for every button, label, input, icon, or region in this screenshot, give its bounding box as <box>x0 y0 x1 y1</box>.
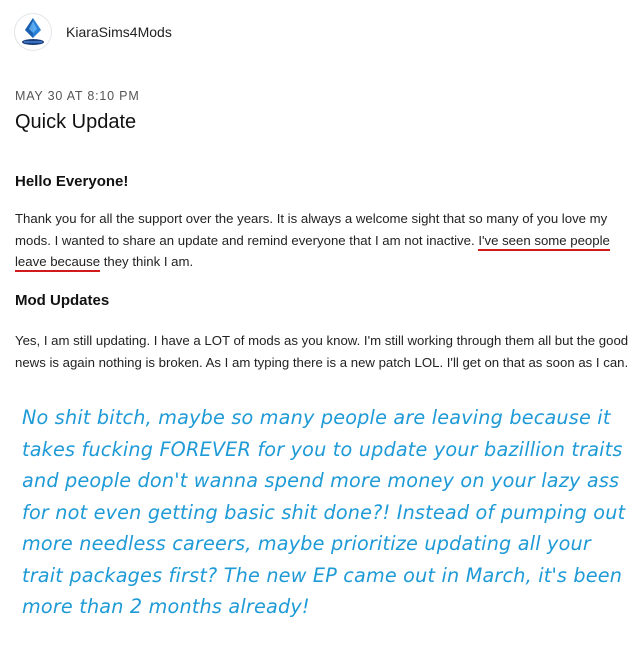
post-date: MAY 30 AT 8:10 PM <box>15 89 140 103</box>
creator-avatar[interactable] <box>14 13 52 51</box>
creator-header <box>14 12 172 52</box>
underlined-phrase: I've seen some people leave because <box>15 233 610 273</box>
paragraph-intro-end: they think I am. <box>100 254 194 269</box>
diamond-plumbob-icon <box>20 17 46 47</box>
heading-mod-updates: Mod Updates <box>15 292 110 309</box>
paragraph-mod-updates: Yes, I am still updating. I have a LOT of mods as you know. I'm still working through them all but the good news is again nothing is broken. As I am typing there is a new patch LOL. I'll get on that as soon as I can. <box>15 333 629 370</box>
post-title: Quick Update <box>15 111 137 133</box>
heading-hello: Hello Everyone! <box>15 173 129 190</box>
handwritten-annotation: No shit bitch, maybe so many people are leaving because it takes fucking FOREVER for you to update your bazillion traits and people don't wanna spend more money on your lazy ass for not even getting basic shit done?! Instead of pumping out more needless careers, maybe prioritize updating all your trait packages first? The new EP came out in March, it's been more than 2 months already! <box>22 406 626 618</box>
paragraph-intro-start: Thank you for all the support over the years. It is always a welcome sight that so many of you love my mods. I wanted to share an update and remind everyone that I am not inactive. <box>15 211 608 248</box>
paragraph-intro <box>15 208 635 273</box>
creator-name[interactable]: KiaraSims4Mods <box>66 24 172 40</box>
